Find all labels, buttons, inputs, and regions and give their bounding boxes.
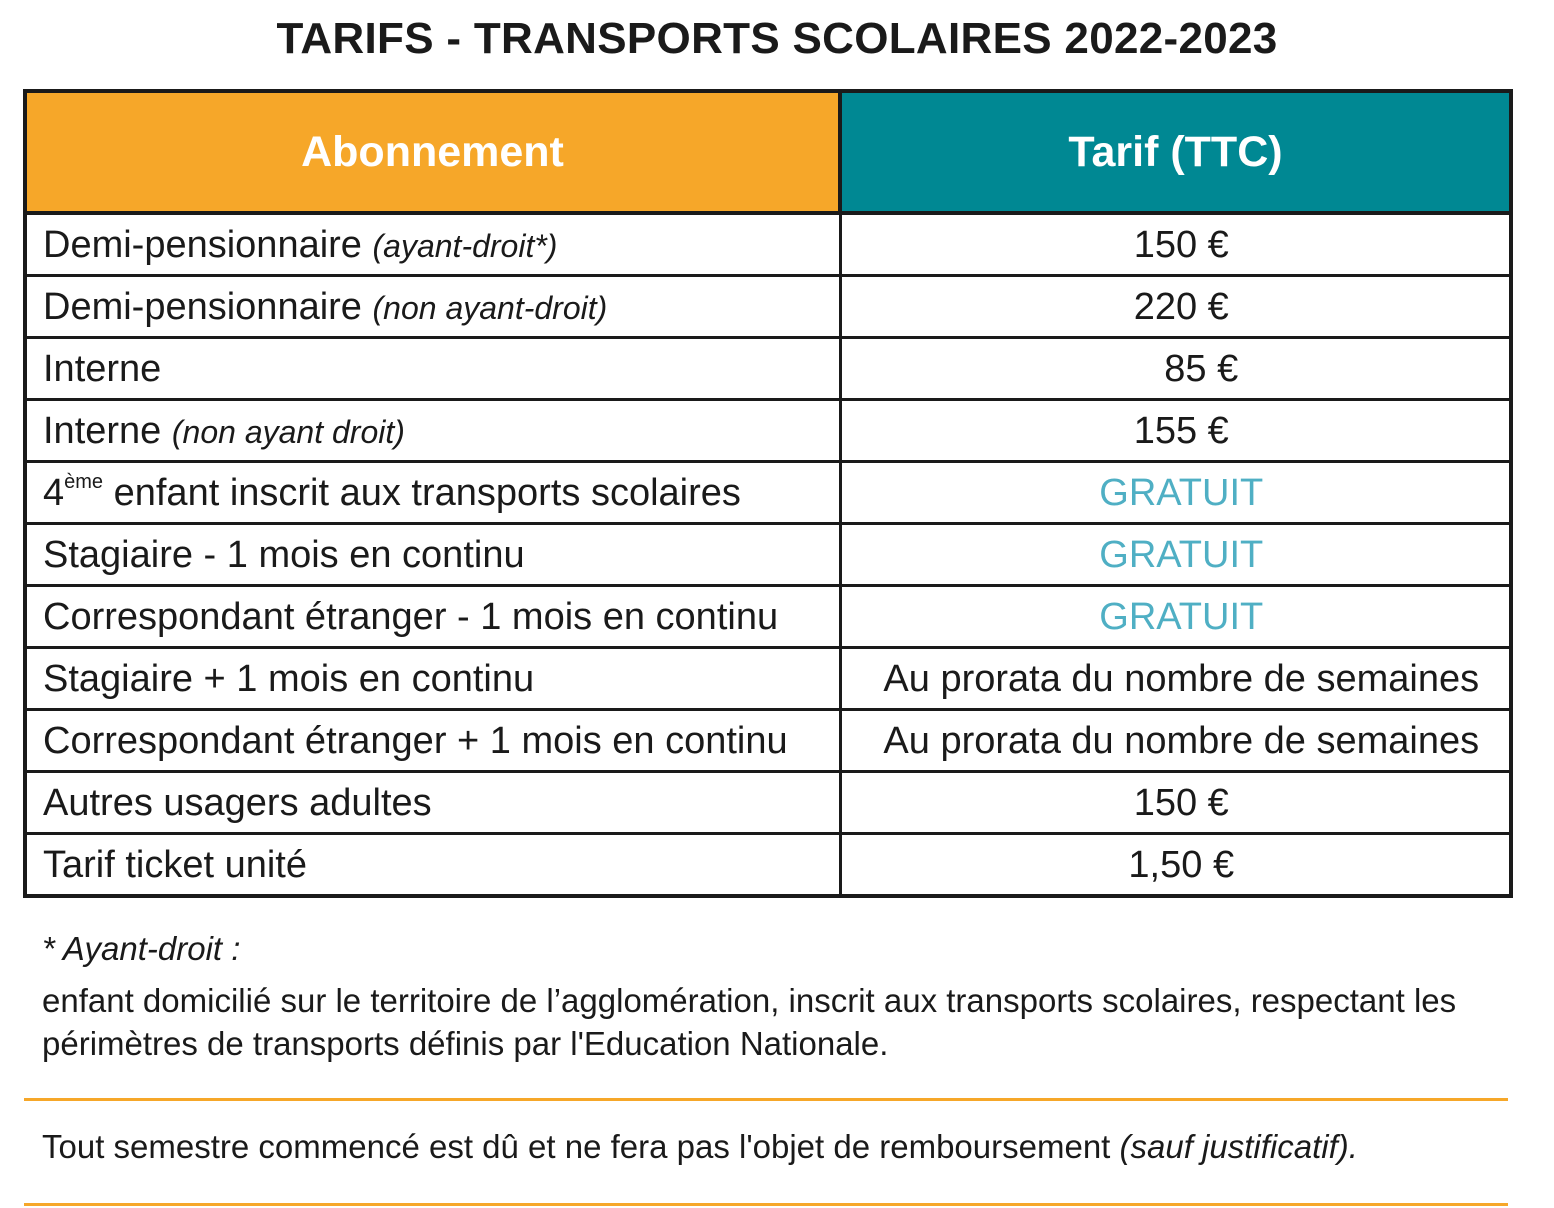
row-price: 155 € bbox=[840, 400, 1511, 462]
row-label bbox=[25, 213, 840, 276]
row-label-text: Interne bbox=[43, 409, 162, 452]
row-price: Au prorata du nombre de semaines bbox=[840, 710, 1511, 772]
divider-bottom bbox=[24, 1203, 1508, 1206]
row-label-text: Correspondant étranger + 1 mois en continu bbox=[43, 719, 788, 762]
row-label bbox=[25, 524, 840, 586]
header-abonnement: Abonnement bbox=[25, 91, 840, 213]
row-label bbox=[25, 400, 840, 462]
row-label-text: Tarif ticket unité bbox=[43, 843, 307, 886]
row-price: 1,50 € bbox=[840, 834, 1511, 897]
row-label-text: Stagiaire + 1 mois en continu bbox=[43, 657, 535, 700]
row-label-text: Demi-pensionnaire bbox=[43, 223, 362, 266]
header-tarif: Tarif (TTC) bbox=[840, 91, 1511, 213]
row-label-text: Correspondant étranger - 1 mois en continu bbox=[43, 595, 779, 638]
table-row bbox=[25, 338, 1511, 400]
row-label bbox=[25, 710, 840, 772]
table-row bbox=[25, 462, 1511, 524]
table-row bbox=[25, 213, 1511, 276]
table-row bbox=[25, 648, 1511, 710]
row-label bbox=[25, 276, 840, 338]
row-price-free: GRATUIT bbox=[840, 524, 1511, 586]
row-label-number: 4 bbox=[43, 471, 65, 514]
footnote-text: enfant domicilié sur le territoire de l’agglomération, inscrit aux transports scolaires, respectant les périmètres de transports définis par l'Education Nationale. bbox=[42, 982, 1457, 1062]
table-header-row bbox=[25, 91, 1511, 213]
row-label bbox=[25, 834, 840, 897]
table-row bbox=[25, 710, 1511, 772]
page-title: TARIFS - TRANSPORTS SCOLAIRES 2022-2023 bbox=[276, 14, 1278, 63]
notice bbox=[42, 1128, 1358, 1166]
row-label bbox=[25, 586, 840, 648]
table-row bbox=[25, 834, 1511, 897]
row-label bbox=[25, 772, 840, 834]
row-price: Au prorata du nombre de semaines bbox=[840, 648, 1511, 710]
notice-note: (sauf justificatif). bbox=[1119, 1128, 1358, 1165]
table-row bbox=[25, 400, 1511, 462]
row-label-note: (non ayant droit) bbox=[171, 413, 405, 450]
row-label-superscript: ème bbox=[64, 470, 104, 493]
table-row bbox=[25, 586, 1511, 648]
row-label-text: enfant inscrit aux transports scolaires bbox=[113, 471, 741, 514]
row-price: 220 € bbox=[840, 276, 1511, 338]
table-row bbox=[25, 524, 1511, 586]
tariff-table bbox=[23, 89, 1513, 898]
row-label bbox=[25, 338, 840, 400]
row-label-text: Interne bbox=[43, 347, 162, 390]
row-label-note: (ayant-droit*) bbox=[372, 227, 558, 264]
row-label bbox=[25, 462, 840, 524]
divider-top bbox=[24, 1098, 1508, 1101]
notice-text: Tout semestre commencé est dû et ne fera pas l'objet de remboursement bbox=[42, 1128, 1111, 1165]
row-price-free: GRATUIT bbox=[840, 462, 1511, 524]
table-row bbox=[25, 276, 1511, 338]
row-label-text: Stagiaire - 1 mois en continu bbox=[43, 533, 525, 576]
row-label-text: Autres usagers adultes bbox=[43, 781, 432, 824]
table-row bbox=[25, 772, 1511, 834]
footnote-label: * Ayant-droit : bbox=[42, 930, 241, 967]
row-label-note: (non ayant-droit) bbox=[372, 289, 608, 326]
row-price: 150 € bbox=[840, 772, 1511, 834]
row-price: 85 € bbox=[840, 338, 1511, 400]
row-price: 150 € bbox=[840, 213, 1511, 276]
row-label bbox=[25, 648, 840, 710]
row-price-free: GRATUIT bbox=[840, 586, 1511, 648]
row-label-text: Demi-pensionnaire bbox=[43, 285, 362, 328]
